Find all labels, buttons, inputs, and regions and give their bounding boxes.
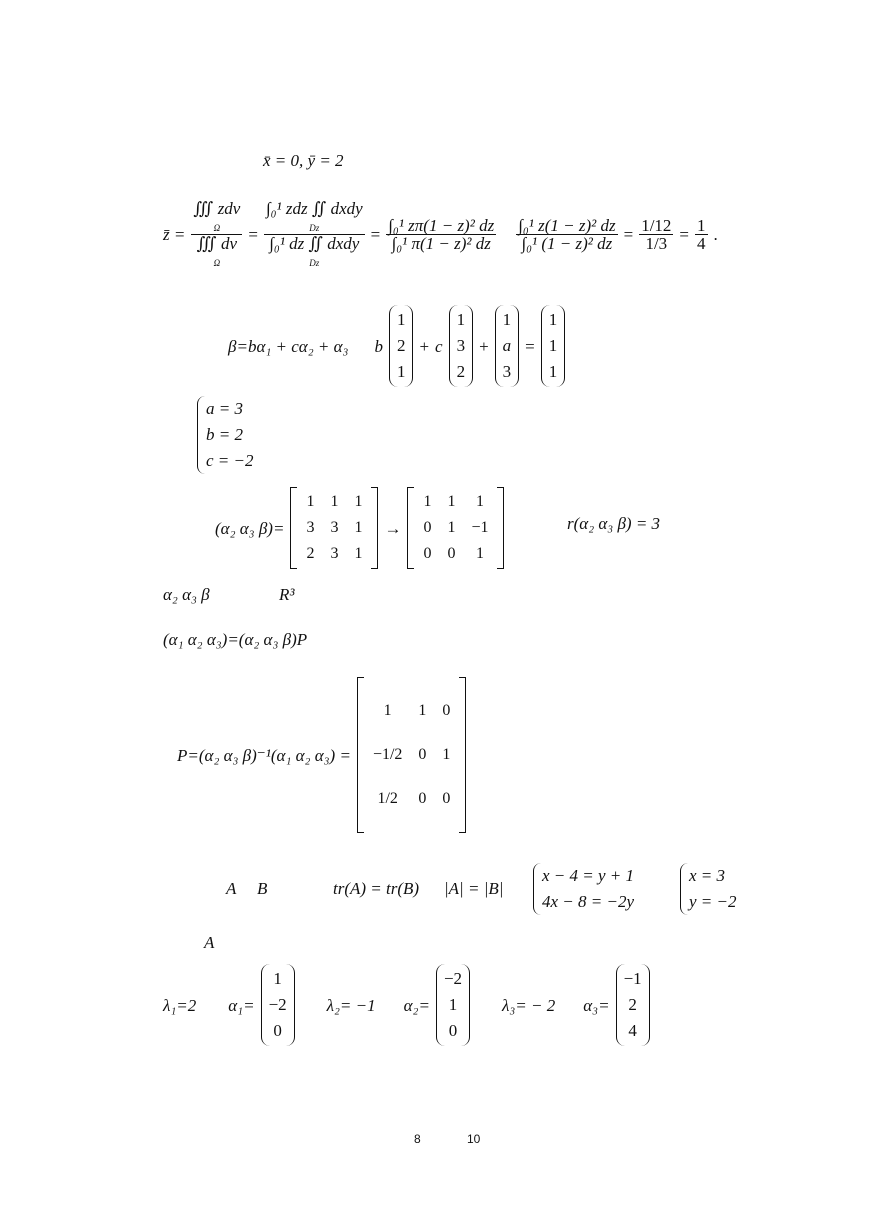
beta-lhs: β=bα₁ + cα₂ + α₃ — [228, 336, 349, 356]
matrix-a-label-2: A — [204, 933, 215, 952]
eigenvector-3: −1 2 4 — [616, 964, 650, 1046]
zbar-lhs: z̄ = — [163, 225, 186, 244]
eigenvector-1: 1 −2 0 — [261, 964, 295, 1046]
beta-vector-2: 1 3 2 — [449, 305, 474, 387]
row-reduction: (α₂ α₃ β)= 1 1 1 3 3 1 2 3 1 → 1 1 1 0 1 −1 0 0 1 — [215, 487, 504, 569]
zbar-frac-5: $\frac{1/12}{1/3}$ — [641, 216, 672, 253]
matrix-b-label: B — [257, 879, 268, 898]
matrix-2: 1 1 1 0 1 −1 0 0 1 — [407, 487, 504, 569]
matrix-1: 1 1 1 3 3 1 2 3 1 — [290, 487, 378, 569]
xy-system: x − 4 = y + 1 4x − 8 = −2y — [533, 863, 634, 915]
zbar-frac-4: $\frac{\text{∫₀¹ z(1 − z)² dz}}{\text{∫₀¹ (1 − z)² dz}}$ — [518, 216, 616, 253]
zbar-frac-2: ∫₀¹ zdz ∬ dxdy Dz ∫₀¹ dz ∬ dxdy Dz — [265, 199, 363, 268]
page-total: 10 — [467, 1132, 481, 1146]
beta-vector-1: 1 2 1 — [389, 305, 414, 387]
matrix-a-label: A — [226, 879, 237, 898]
det-equation: |A| = |B| — [444, 879, 504, 898]
eigen-equation: λ₁=2 α₁= 1 −2 0 λ₂= −1 α₂= −2 1 0 λ₃= − 2 α₃= −1 2 4 — [163, 964, 650, 1046]
beta-equation: β=bα₁ + cα₂ + α₃ b 1 2 1 + c 1 3 2 + 1 a 3 = 1 1 1 — [228, 305, 565, 387]
p-matrix: 1 1 0 −1/2 0 1 1/2 0 0 — [357, 677, 466, 833]
abc-system: a = 3 b = 2 c = −2 — [197, 396, 254, 474]
basis-vectors: α₂ α₃ β — [163, 585, 210, 604]
rank-equation: r(α₂ α₃ β) = 3 — [567, 514, 661, 533]
page-current: 8 — [414, 1132, 421, 1146]
zbar-equation: z̄ = ∭ zdv Ω ∭ dv Ω = ∫₀¹ zdz ∬ dxdy Dz ∫₀¹ dz ∬ dxdy Dz = $\frac{\text{∫₀¹ zπ(1 − z)² dz}}{\text{∫₀¹ π(1 − z)² dz}}$ $\frac{\text{∫₀¹ z(1 − z)² dz}}{\text{∫₀¹ (1 − z)² dz}}$ = $\frac{1/12}{1/3}$ = $\frac{1}{4}$ . — [163, 199, 718, 268]
space-r3: R³ — [279, 585, 295, 604]
transition-relation: (α₁ α₂ α₃)=(α₂ α₃ β)P — [163, 630, 308, 649]
centroid-xy: x̄ = 0, ȳ = 2 — [263, 151, 344, 170]
p-equation: P=(α₂ α₃ β)⁻¹(α₁ α₂ α₃) = 1 1 0 −1/2 0 1 1/2 0 0 — [177, 677, 466, 833]
zbar-frac-3: $\frac{\text{∫₀¹ zπ(1 − z)² dz}}{\text{∫₀¹ π(1 − z)² dz}}$ — [388, 216, 495, 253]
zbar-frac-1: ∭ zdv Ω ∭ dv Ω — [193, 199, 241, 268]
beta-vector-3: 1 a 3 — [495, 305, 520, 387]
eigenvector-2: −2 1 0 — [436, 964, 470, 1046]
beta-vector-4: 1 1 1 — [541, 305, 566, 387]
zbar-result: $\frac{1}{4}$ — [697, 216, 706, 253]
xy-solution: x = 3 y = −2 — [680, 863, 737, 915]
trace-equation: tr(A) = tr(B) — [333, 879, 420, 898]
